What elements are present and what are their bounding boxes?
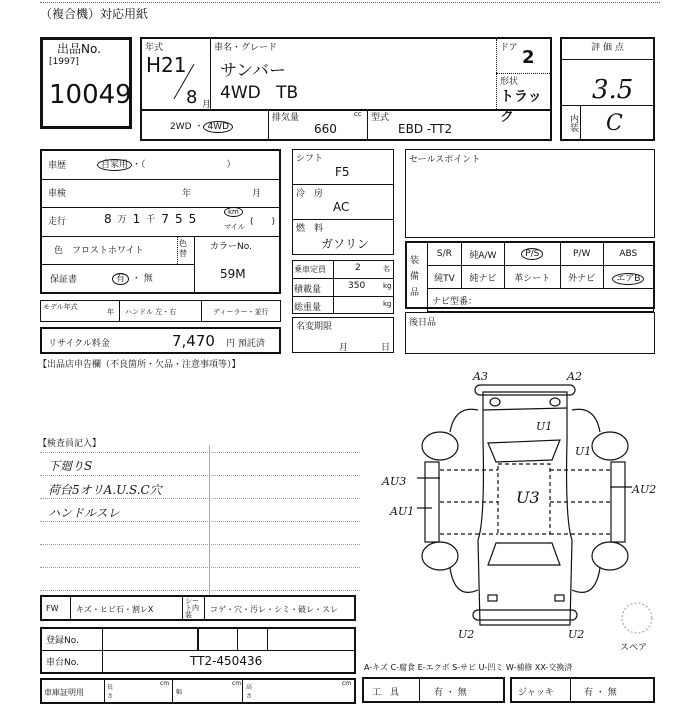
- inspection-label: 車検: [48, 189, 67, 199]
- damage-mark: U3: [516, 488, 540, 507]
- mileage-paren: ( ): [250, 217, 276, 227]
- damage-mark: A2: [567, 370, 582, 383]
- shape-label: 形状: [500, 77, 519, 87]
- color-no: 59M: [220, 267, 246, 281]
- drive-2wd: 2WD: [170, 122, 192, 132]
- month-unit: 月: [202, 100, 212, 110]
- equip-sr: S/R: [428, 243, 462, 266]
- warranty-no: 無: [143, 274, 153, 284]
- inspector-note: 荷台5オリA.U.S.C穴: [48, 483, 162, 497]
- km-circled: km: [224, 207, 243, 217]
- damage-mark: U1: [536, 420, 553, 433]
- overall-score: 3.5: [592, 75, 634, 105]
- jack-box: ジャッキ 有 ・ 無: [510, 677, 655, 703]
- tools-value: 有 ・ 無: [434, 688, 467, 698]
- jack-value: 有 ・ 無: [584, 688, 617, 698]
- equip-aw: 純A/W: [461, 243, 504, 266]
- inspection-year: 年: [182, 189, 192, 199]
- recycle-amount: 7,470: [172, 332, 215, 350]
- lot-box: [40, 37, 132, 129]
- cutoff-header: [40, 0, 660, 3]
- declaration-label: 【出品店申告欄（不良箇所・欠品・注意事項等）】: [38, 360, 241, 370]
- equipment-box: [405, 241, 655, 309]
- car-damage-diagram: [370, 360, 700, 660]
- model-year-label: モデル年式: [43, 303, 78, 311]
- later-box: 後日品: [405, 312, 655, 354]
- damage-legend: A-キズ C-腐食 E-エクボ S-サビ U-凹ミ W-補修 XX-交換済: [364, 663, 573, 672]
- mile-unit: マイル: [224, 223, 245, 231]
- equip-abs: ABS: [603, 243, 653, 266]
- dealer-label: ディーラー・並行: [213, 308, 269, 316]
- history-rest: ・（ ）: [132, 160, 236, 170]
- shape: トラック: [500, 89, 542, 125]
- tools-box: 工 具 有 ・ 無: [362, 677, 505, 703]
- equip-ps-circled: P/S: [521, 248, 543, 260]
- mileage-value: 8 万 1 千 7 5 5: [104, 212, 197, 226]
- inspector-note: ハンドルスレ: [48, 506, 120, 520]
- spare-label: スペア: [620, 643, 648, 653]
- chassis-number: TT2-450436: [190, 654, 263, 668]
- model-label: 型式: [371, 113, 390, 123]
- lot-number: 10049: [49, 80, 132, 110]
- fuel-value: ガソリン: [321, 237, 370, 251]
- seat-items: コゲ・穴・汚レ・シミ・破レ・スレ: [210, 605, 338, 614]
- damage-mark: AU1: [390, 505, 415, 518]
- displacement: 660: [314, 122, 337, 136]
- chassis-label: 車台No.: [46, 658, 79, 668]
- grade: 4WD TB: [220, 83, 299, 103]
- handle-label: ハンドル 左・右: [125, 308, 177, 316]
- warranty-yes-circled: 有: [112, 273, 129, 285]
- damage-mark: A3: [473, 370, 488, 383]
- damage-mark: U2: [458, 628, 475, 641]
- model-row: モデル年式 年 ハンドル 左・右 ディーラー・並行: [40, 300, 281, 322]
- recycle-row: [40, 327, 281, 354]
- fw-items: キズ・ヒビ石・割レX: [76, 605, 154, 614]
- shift-value: F5: [335, 165, 350, 179]
- lot-sub: [1997]: [49, 57, 79, 67]
- history-label: 車歴: [48, 161, 67, 171]
- history-table: 車歴 自家用 ・（ ） 車検 年 月 走行 8 万 1 千 7 5 5 km マイル ( ) 色 フロストホワイト 色替 カラーNo. 59M 保証書 有 ・ 無: [40, 149, 281, 294]
- registration-label: 登録No.: [46, 636, 79, 646]
- ac-value: AC: [333, 200, 350, 214]
- interior-score: C: [606, 111, 623, 136]
- navi-model: ナビ型番：: [428, 289, 654, 312]
- km-circled-wrap: [224, 208, 243, 217]
- drive-4wd-circled: 4WD: [203, 121, 233, 133]
- ac-box: 冷 房 AC: [292, 184, 394, 220]
- inspection-month: 月: [252, 189, 262, 199]
- color-changed-label: 色替: [179, 239, 187, 258]
- damage-mark: AU3: [382, 475, 407, 488]
- name-label: 車名・グレード: [214, 43, 278, 53]
- lot-label: 出品No.: [57, 42, 101, 56]
- shift-box: シフト F5: [292, 149, 394, 185]
- displacement-unit: cc: [354, 110, 362, 118]
- damage-mark: U1: [575, 445, 592, 458]
- equipment-label: 装備品: [410, 256, 420, 298]
- capacity-table: 乗車定員 2 名 積載量 350 kg 総重量 kg: [292, 260, 394, 314]
- displacement-label: 排気量: [272, 113, 300, 123]
- car-name: サンバー: [220, 61, 286, 81]
- score-box: [560, 37, 655, 141]
- equip-airbag-circled: エアB: [612, 273, 644, 285]
- equip-leather: 革シート: [504, 266, 560, 289]
- equip-tv: 純TV: [428, 266, 462, 289]
- color-value: フロストホワイト: [72, 246, 144, 256]
- sep: ・: [194, 122, 204, 132]
- recycle-label: リサイクル料金: [48, 339, 110, 349]
- fw-row: FW キズ・ヒビ石・割レX シート内装 コゲ・穴・汚レ・シミ・破レ・スレ: [40, 595, 356, 621]
- interior-label: 内装: [562, 106, 581, 139]
- damage-mark: U2: [568, 628, 585, 641]
- recycle-unit: 円 預託済: [226, 339, 265, 349]
- year-label: 年式: [145, 43, 164, 53]
- color-label: 色: [54, 246, 64, 256]
- inspector-label: 【検査員記入】: [38, 439, 102, 449]
- equip-ext-navi: 外ナビ: [560, 266, 603, 289]
- door-label: ドア: [500, 43, 518, 53]
- sales-point-box: セールスポイント: [405, 149, 655, 238]
- vehicle-box: [140, 37, 552, 141]
- month: 8: [186, 87, 198, 108]
- history-private-circled: 自家用: [97, 159, 132, 171]
- damage-mark: AU2: [632, 483, 657, 496]
- capacity-seats: 2: [355, 263, 361, 273]
- inspector-note: 下廻りS: [48, 459, 93, 473]
- garage-row: 車庫証明用 長さ cm 幅 cm 高さ cm: [40, 678, 356, 704]
- warranty-label: 保証書: [50, 275, 78, 285]
- capacity-load: 350: [348, 281, 366, 291]
- score-label: 評 価 点: [562, 39, 653, 60]
- fuel-box: 燃 料 ガソリン: [292, 219, 394, 255]
- registration-table: [40, 627, 356, 674]
- doors: 2: [522, 47, 535, 68]
- color-no-label: カラーNo.: [210, 242, 252, 252]
- year: 21: [161, 53, 187, 77]
- mileage-label: 走行: [48, 217, 67, 227]
- name-change-box: 名変期限 月 日: [292, 317, 394, 353]
- era: H: [146, 53, 162, 77]
- header-note: （複合機）対応用紙: [40, 7, 149, 21]
- equip-navi: 純ナビ: [461, 266, 504, 289]
- model-code: EBD -TT2: [398, 122, 453, 136]
- equip-pw: P/W: [560, 243, 603, 266]
